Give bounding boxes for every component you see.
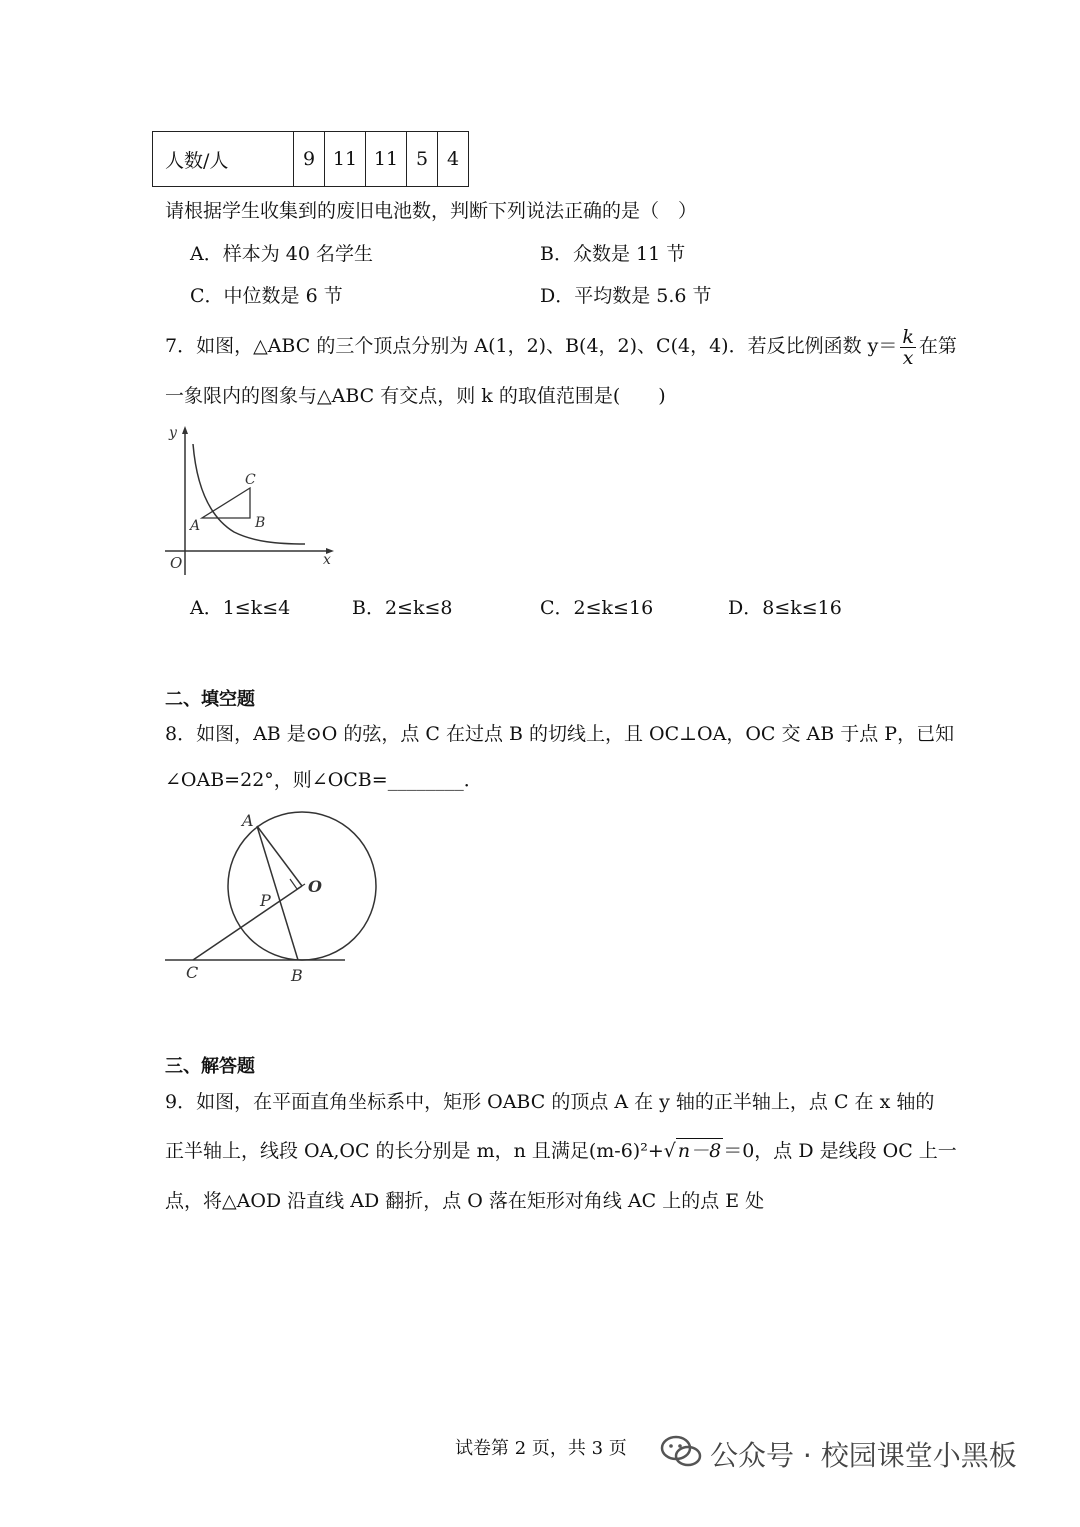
- fig-label-a: A: [242, 811, 254, 830]
- table-row: [153, 132, 469, 187]
- q7-line1-text: 7．如图，△ABC 的三个顶点分别为 A(1，2)、B(4，2)、C(4，4)．若反比例函数 y＝: [165, 335, 898, 357]
- q7-option-b: B．2≤k≤8: [352, 597, 453, 619]
- fig-label-o: O: [308, 877, 322, 896]
- y-axis-arrow: [182, 426, 188, 434]
- wechat-icon: [660, 1434, 704, 1470]
- triangle-abc: [202, 488, 250, 518]
- label-c: C: [245, 472, 256, 488]
- table-cell: 5: [407, 132, 438, 187]
- segment-oa: [257, 826, 302, 886]
- q9-line1: 9．如图，在平面直角坐标系中，矩形 OABC 的顶点 A 在 y 轴的正半轴上，点 C 在 x 轴的: [165, 1091, 935, 1113]
- q9-line3: 点，将△AOD 沿直线 AD 翻折，点 O 落在矩形对角线 AC 上的点 E 处: [165, 1190, 765, 1212]
- table-cell: 11: [325, 132, 366, 187]
- q7-line1-end: 在第: [918, 335, 957, 357]
- q7-option-a: A．1≤k≤4: [190, 597, 291, 619]
- q8-line2: ∠OAB=22°，则∠OCB=________．: [165, 769, 483, 791]
- q7-frac-num: k: [902, 325, 914, 348]
- label-b: B: [255, 515, 266, 531]
- q6-option-b: B．众数是 11 节: [540, 243, 686, 265]
- page-footer: 试卷第 2 页，共 3 页: [455, 1438, 627, 1459]
- label-y: y: [169, 425, 177, 441]
- watermark-text: 公众号 · 校园课堂小黑板: [710, 1439, 1017, 1472]
- label-o: O: [170, 554, 183, 572]
- q8-figure: [160, 808, 390, 988]
- q9-line2-text: 正半轴上，线段 OA,OC 的长分别是 m，n 且满足(m-6)²+: [165, 1140, 664, 1162]
- q7-line1: [165, 324, 957, 368]
- q7-line2: 一象限内的图象与△ABC 有交点，则 k 的取值范围是( ): [165, 385, 666, 407]
- hyperbola-curve: [193, 444, 305, 544]
- fig-label-c: C: [186, 963, 199, 982]
- table-cell: 4: [438, 132, 469, 187]
- fig-label-b: B: [291, 966, 303, 985]
- label-a: A: [190, 518, 201, 534]
- q7-graph: [150, 420, 350, 580]
- q7-frac-den: x: [902, 346, 914, 369]
- battery-count-table: [152, 131, 469, 187]
- q6-prompt: 请根据学生收集到的废旧电池数，判断下列说法正确的是（ ）: [165, 200, 698, 222]
- q6-option-c: C．中位数是 6 节: [190, 285, 343, 307]
- q9-sqrt: n－8: [677, 1140, 722, 1162]
- q9-line2-end: ＝0，点 D 是线段 OC 上一: [723, 1140, 957, 1162]
- sqrt-sign: √: [663, 1140, 676, 1162]
- q7-option-d: D．8≤k≤16: [728, 597, 842, 619]
- q7-option-c: C．2≤k≤16: [540, 597, 654, 619]
- fig-label-p: P: [260, 891, 271, 910]
- section-fill-in: 二、填空题: [165, 689, 255, 710]
- q6-option-d: D．平均数是 5.6 节: [540, 285, 712, 307]
- table-header-cell: 人数/人: [153, 132, 294, 187]
- q8-line1: 8．如图，AB 是⊙O 的弦，点 C 在过点 B 的切线上，且 OC⊥OA，OC 交 AB 于点 P，已知: [165, 723, 955, 745]
- section-solutions: 三、解答题: [165, 1056, 255, 1077]
- q7-fraction: [900, 327, 916, 368]
- table-cell: 11: [366, 132, 407, 187]
- segment-oc: [193, 886, 302, 960]
- label-x: x: [323, 552, 331, 568]
- table-cell: 9: [294, 132, 325, 187]
- q6-option-a: A．样本为 40 名学生: [190, 243, 373, 265]
- q9-line2: [165, 1138, 957, 1163]
